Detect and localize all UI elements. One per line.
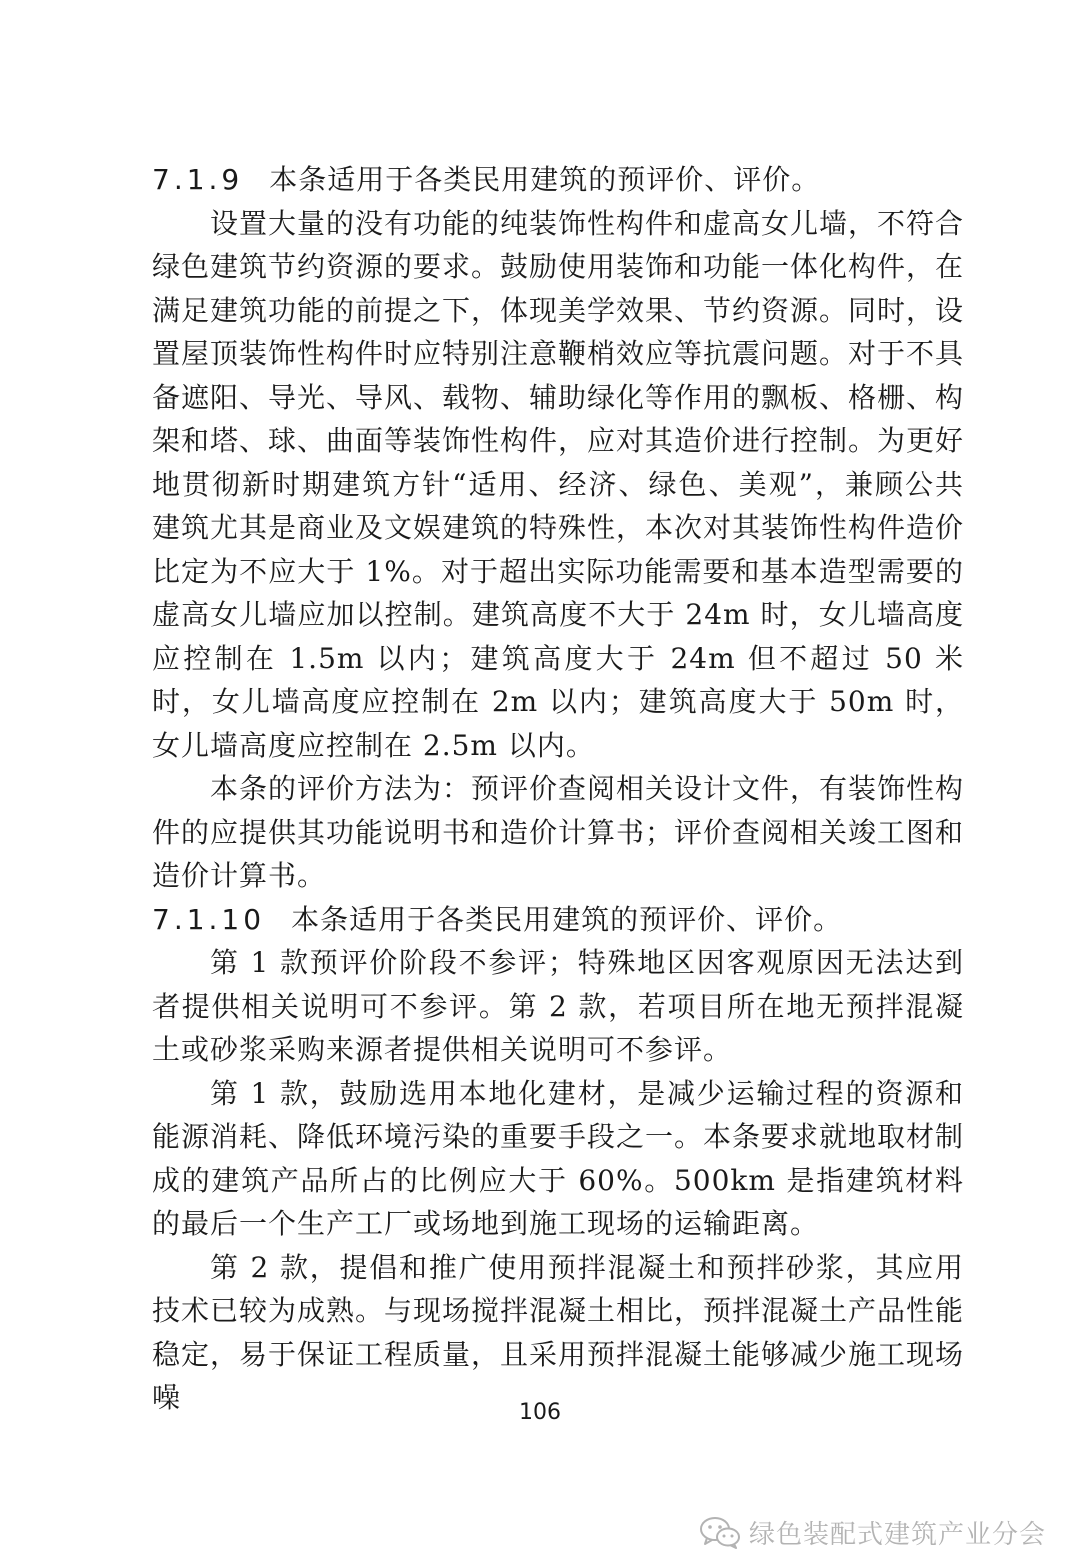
- page-number: 106: [519, 1400, 561, 1425]
- clause-number: 7.1.10: [152, 902, 266, 936]
- wechat-icon: [699, 1515, 741, 1549]
- clause-heading-text: 本条适用于各类民用建筑的预评价、评价。: [291, 902, 843, 936]
- watermark-text: 绿色装配式建筑产业分会: [748, 1519, 1046, 1550]
- clause-heading-text: 本条适用于各类民用建筑的预评价、评价。: [269, 163, 821, 196]
- paragraph: 第 2 款，提倡和推广使用预拌混凝土和预拌砂浆，其应用技术已较为成熟。与现场搅拌混凝土相比，预拌混凝土产品性能稳定，易于保证工程质量，且采用预拌混凝土能够减少施工现场噪: [152, 1250, 965, 1414]
- document-body: [152, 158, 964, 1420]
- paragraph: 第 1 款预评价阶段不参评；特殊地区因客观原因无法达到者提供相关说明可不参评。第 2 款，若项目所在地无预拌混凝土或砂浆采购来源者提供相关说明可不参评。: [152, 946, 964, 1066]
- paragraph: 本条的评价方法为：预评价查阅相关设计文件，有装饰性构件的应提供其功能说明书和造价计算书；评价查阅相关竣工图和造价计算书。: [152, 772, 965, 892]
- clause-heading-7-1-9: [152, 158, 964, 202]
- paragraph: 设置大量的没有功能的纯装饰性构件和虚高女儿墙，不符合绿色建筑节约资源的要求。鼓励使用装饰和功能一体化构件，在满足建筑功能的前提之下，体现美学效果、节约资源。同时，设置屋顶装饰性构件时应特别注意鞭梢效应等抗震问题。对于不具备遮阳、导光、导风、载物、辅助绿化等作用的飘板、格栅、构架和塔、球、曲面等装饰性构件，应对其造价进行控制。为更好地贯彻新时期建筑方针“适用、经济、绿色、美观”，兼顾公共建筑尤其是商业及文娱建筑的特殊性，本次对其装饰性构件造价比定为不应大于 1%。对于超出实际功能需要和基本造型需要的虚高女儿墙应加以控制。建筑高度不大于 24m 时，女儿墙高度应控制在 1.5m 以内；建筑高度大于 24m 但不超过 50 米时，女儿墙高度应控制在 2m 以内；建筑高度大于 50m 时，女儿墙高度应控制在 2.5m 以内。: [152, 206, 965, 762]
- paragraph: 第 1 款，鼓励选用本地化建材，是减少运输过程的资源和能源消耗、降低环境污染的重要手段之一。本条要求就地取材制成的建筑产品所占的比例应大于 60%。500km 是指建筑材料的最后一个生产工厂或场地到施工现场的运输距离。: [152, 1076, 965, 1240]
- clause-heading-7-1-10: [152, 898, 964, 942]
- clause-number: 7.1.9: [152, 163, 244, 196]
- watermark: [699, 1512, 1046, 1552]
